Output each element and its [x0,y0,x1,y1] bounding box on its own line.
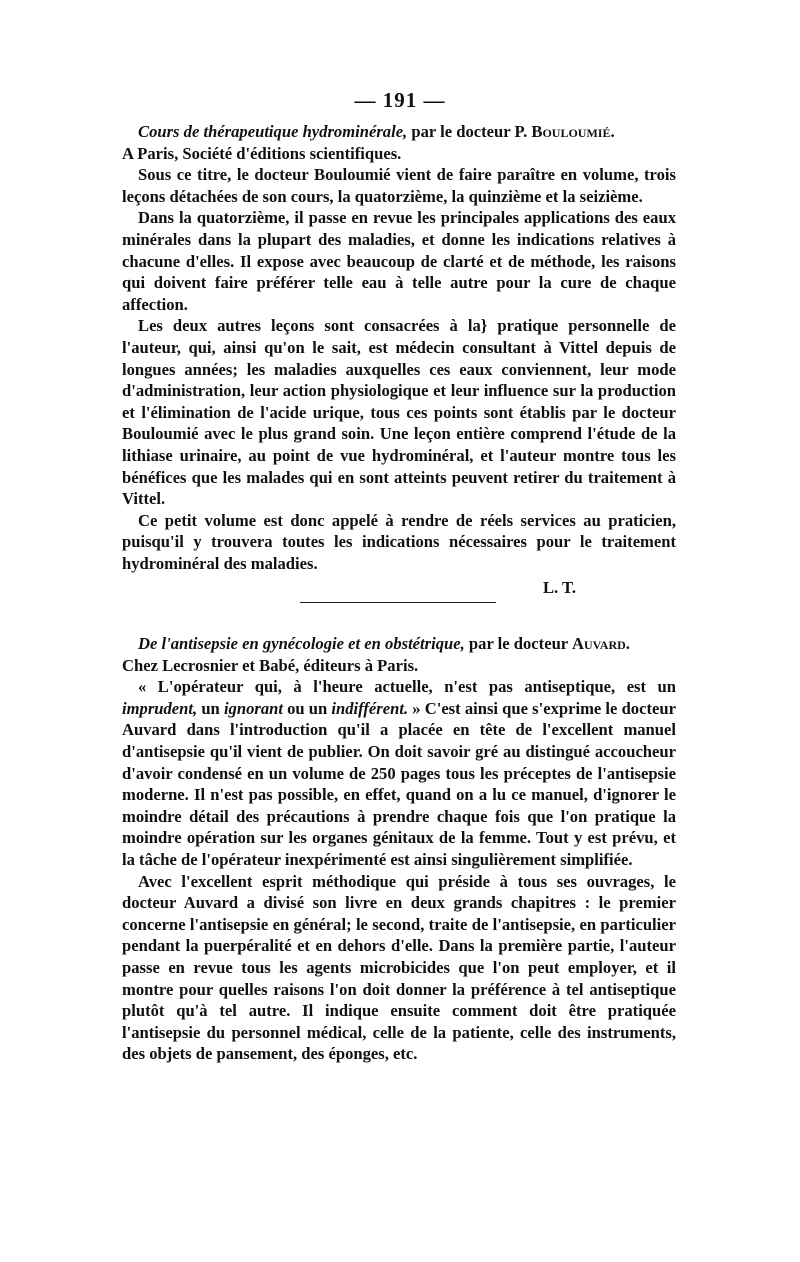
text-run: » C'est ainsi que s'exprime le docteur Auvard dans l'introduction qu'il a placée en tête de l'excellent manuel d'antisepsie qu'il vient de publier. On doit savoir gré au distingué accoucheur d'avoir condensé en un volume de 250 pages tous les préceptes de l'antisepsie moderne. Il n'est pas possible, en effet, quand on a lu ce manuel, d'ignorer le moindre détail des précautions à prendre chaque fois que l'on pratique la moindre opération sur les organes génitaux de la femme. Tout y est prévu, et la tâche de l'opérateur inexpérimenté est ainsi singulièrement simplifiée. [122,698,676,869]
emphasis-imprudent: imprudent, [122,698,198,718]
quote-start: « L'opérateur qui, à l'heure actuelle, n'est pas antiseptique, est un [138,677,676,697]
author-name: Auvard. [572,634,630,653]
review-antisepsie [122,633,676,1065]
book-title: De l'antisepsie en gynécologie et en obstétrique, [138,634,465,653]
publisher-line: A Paris, Société d'éditions scientifiques. [122,143,402,163]
paragraph: Avec l'excellent esprit méthodique qui préside à tous ses ouvrages, le docteur Auvard a divisé son livre en deux grands chapitres : le premier concerne l'antisepsie en général; le second, traite de l'antisepsie, en particulier pendant la puerpéralité et en dehors d'elle. Dans la première partie, l'auteur passe en revue tous les agents microbicides que l'on peut employer, et il montre pour quelles raisons l'on doit donner la préférence à tel antiseptique plutôt qu'à tel autre. Il indique ensuite comment doit être pratiquée l'antisepsie du personnel médical, celle de la patiente, celle des instruments, des objets de pansement, des éponges, etc. [122,871,676,1064]
text-run: un [201,698,220,718]
review-heading [122,633,676,655]
signature: L. T. [542,578,576,598]
emphasis-indifferent: indifférent. [331,698,409,718]
paragraph: Ce petit volume est donc appelé à rendre de réels services au praticien, puisqu'il y trouvera toutes les indications nécessaires pour le traitement hydrominéral des maladies. [122,510,676,573]
paragraph: Sous ce titre, le docteur Bouloumié vient de faire paraître en volume, trois leçons détachées de son cours, la quatorzième, la quinzième et la seizième. [122,165,676,206]
section-divider [300,602,496,603]
byline: par le docteur [468,634,568,653]
author-name: Bouloumié. [531,122,615,141]
paragraph: Les deux autres leçons sont consacrées à la} pratique personnelle de l'auteur, qui, ainsi qu'on le sait, est médecin consultant à Vittel depuis de longues années; les maladies auxquelles ces eaux conviennent, leur mode d'administration, leur action physiologique et leur influence sur la production et l'élimination de l'acide urique, tous ces points sont établis par le docteur Bouloumié avec le plus grand soin. Une leçon entière comprend l'étude de la lithiase urinaire, au point de vue hydrominéral, et l'auteur montre tous les bénéfices que les malades qui en sont atteints peuvent retirer du traitement à Vittel. [122,316,676,509]
review-therapeutique [122,121,676,598]
text-run: ou un [287,698,328,718]
page-number: — 191 — [354,88,446,112]
book-title: Cours de thérapeutique hydrominérale, [138,122,408,141]
emphasis-ignorant: ignorant [223,698,283,718]
publisher-line: Chez Lecrosnier et Babé, éditeurs à Paris. [122,655,419,675]
paragraph: Dans la quatorzième, il passe en revue les principales applications des eaux minérales dans la plupart des maladies, et donne les indications relatives à chacune d'elles. Il expose avec beaucoup de clarté et de méthode, les raisons qui doivent faire préférer telle eau à telle autre pour la cure de chaque affection. [122,208,676,314]
review-heading [122,121,676,143]
byline: par le docteur P. [411,122,528,141]
paragraph [122,676,676,870]
